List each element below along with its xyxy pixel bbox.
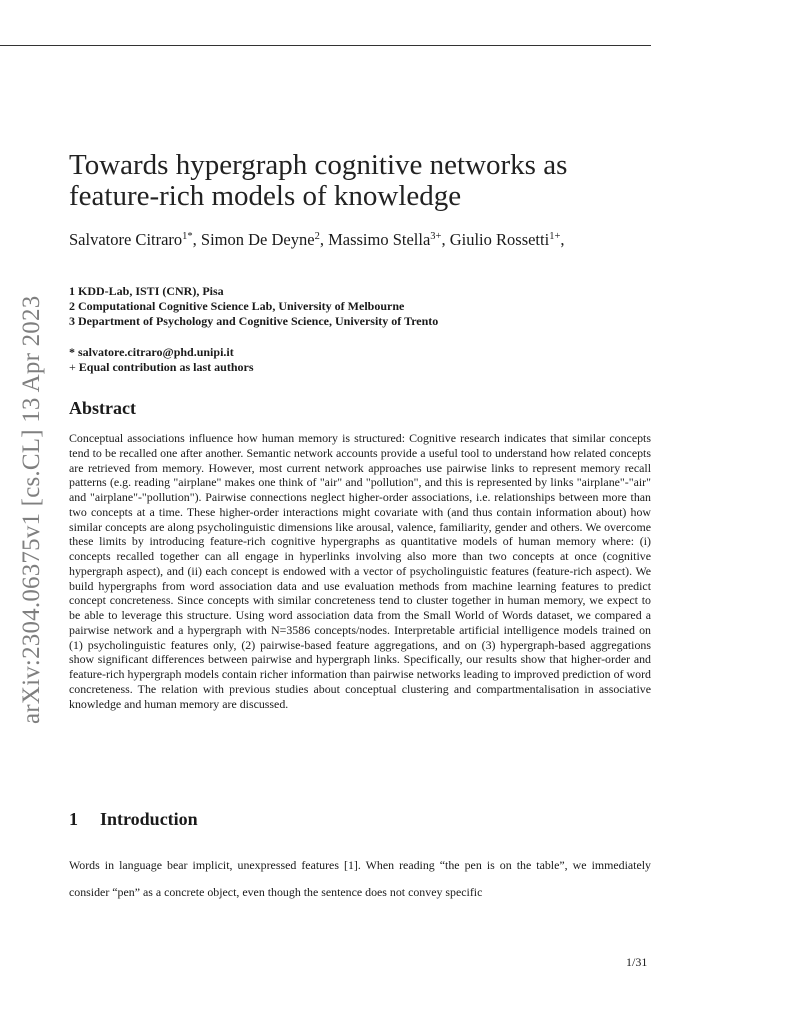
paper-title: Towards hypergraph cognitive networks as feature-rich models of knowledge <box>69 149 568 212</box>
section-title: Introduction <box>100 809 198 829</box>
equal-contribution-marker: + <box>69 360 76 374</box>
affiliation-list <box>69 284 669 329</box>
author-separator: , <box>441 230 450 249</box>
affiliation-item: 3 Department of Psychology and Cognitive Science, University of Trento <box>69 314 439 328</box>
author-list <box>69 229 629 250</box>
introduction-text: Words in language bear implicit, unexpressed features [1]. When reading “the pen is on the table”, we immediately consider “pen” as a concrete object, even though the sentence does not convey specific <box>69 858 651 899</box>
email-line <box>69 345 669 360</box>
arxiv-identifier[interactable]: arXiv:2304.06375v1 [cs.CL] 13 Apr 2023 <box>18 295 45 724</box>
abstract-heading: Abstract <box>69 398 136 418</box>
section-number: 1 <box>69 809 78 829</box>
affiliation-item: 2 Computational Cognitive Science Lab, University of Melbourne <box>69 299 405 313</box>
email-marker: * <box>69 345 75 359</box>
page-number: 1/31 <box>626 955 648 969</box>
email-address[interactable]: salvatore.citraro@phd.unipi.it <box>78 345 234 359</box>
equal-contribution-note: Equal contribution as last authors <box>78 360 254 374</box>
author-affiliation-marker: 1* <box>182 231 193 242</box>
introduction-heading <box>69 809 198 830</box>
header-rule <box>0 45 651 46</box>
author-affiliation-marker: 1+ <box>549 231 561 242</box>
contact-info <box>69 345 669 375</box>
author-affiliation-marker: 3+ <box>430 231 442 242</box>
affiliation-item: 1 KDD-Lab, ISTI (CNR), Pisa <box>69 284 224 298</box>
author-name: Salvatore Citraro <box>69 230 183 249</box>
author-affiliation-marker: 2 <box>314 231 320 242</box>
author-separator: , <box>560 230 565 249</box>
equal-contribution-line <box>69 360 669 375</box>
author-name: Simon De Deyne <box>200 230 315 249</box>
abstract-text: Conceptual associations influence how human memory is structured: Cognitive research indicates that similar concepts tend to be recalled one after another. Semantic network accounts provide a useful tool to understand how related concepts are retrieved from memory. However, most current network approaches use pairwise links to represent memory recall patterns (e.g. reading "airplane" makes one think of "air" and "pollution", and this is represented by links "airplane"-"air" and "airplane"-"pollution"). Pairwise connections neglect higher-order associations, i.e. relationships between more than two concepts at a time. These higher-order interactions might covariate with (and thus contain information about) how similar concepts are along psycholinguistic dimensions like arousal, valence, familiarity, gender and others. We overcome these limits by introducing feature-rich cognitive hypergraphs as quantitative models of human memory where: (i) concepts recalled together can all engage in hyperlinks involving also more than two concepts at once (cognitive hypergraph aspect), and (ii) each concept is endowed with a vector of psycholinguistic features (feature-rich aspect). We build hypergraphs from word association data and use evaluation methods from machine learning features to predict concept concreteness. Since concepts with similar concreteness tend to cluster together in human memory, we expect to be able to leverage this structure. Using word association data from the Small World of Words dataset, we compared a pairwise network and a hypergraph with N=3586 concepts/nodes. Interpretable artificial intelligence models trained on (1) psycholinguistic features only, (2) pairwise-based feature aggregations, and on (3) hypergraph-based aggregations show significant differences between pairwise and hypergraph links. Specifically, our results show that higher-order and feature-rich hypergraph models contain richer information than pairwise networks leading to improved prediction of word concreteness. The relation with previous studies about conceptual clustering and compartmentalisation in associative knowledge and human memory are discussed. <box>69 431 651 711</box>
author-name: Massimo Stella <box>328 230 431 249</box>
author-name: Giulio Rossetti <box>449 230 550 249</box>
author-separator: , <box>192 230 201 249</box>
author-separator: , <box>319 230 329 249</box>
